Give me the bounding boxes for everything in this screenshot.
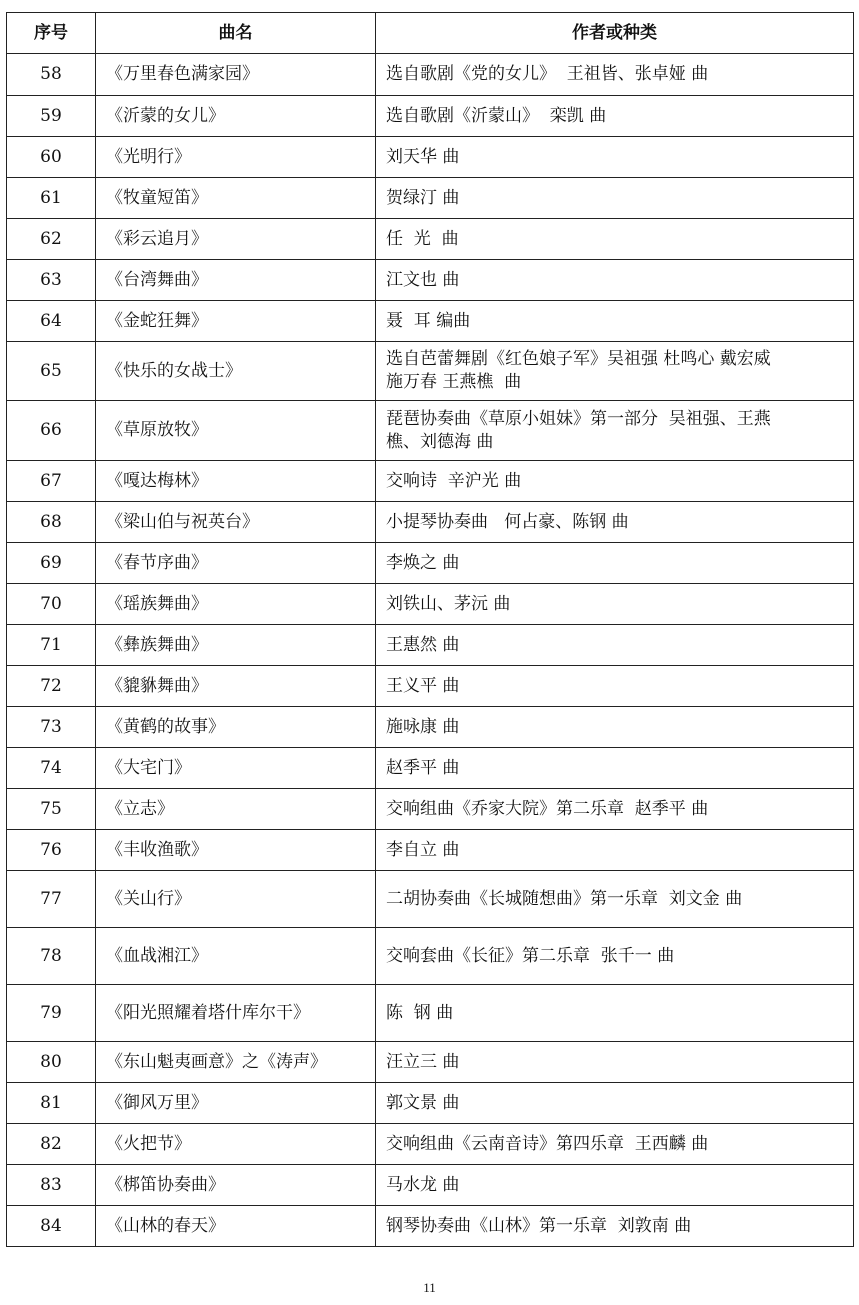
row-composer: 二胡协奏曲《长城随想曲》第一乐章 刘文金 曲 (376, 871, 854, 928)
table-row (7, 96, 854, 137)
row-number: 77 (7, 871, 96, 928)
table-row (7, 137, 854, 178)
row-title: 《貔貅舞曲》 (96, 666, 376, 707)
row-composer: 贺绿汀 曲 (376, 178, 854, 219)
row-composer: 陈 钢 曲 (376, 985, 854, 1042)
table-row (7, 748, 854, 789)
row-title: 《光明行》 (96, 137, 376, 178)
row-composer: 交响组曲《云南音诗》第四乐章 王西麟 曲 (376, 1124, 854, 1165)
header-row (7, 13, 854, 54)
row-composer: 刘铁山、茅沅 曲 (376, 584, 854, 625)
row-number: 82 (7, 1124, 96, 1165)
music-list-table (6, 12, 854, 1247)
table-row (7, 543, 854, 584)
table-row (7, 1124, 854, 1165)
row-number: 73 (7, 707, 96, 748)
row-title: 《万里春色满家园》 (96, 54, 376, 96)
row-composer: 刘天华 曲 (376, 137, 854, 178)
row-title: 《阳光照耀着塔什库尔干》 (96, 985, 376, 1042)
row-title: 《火把节》 (96, 1124, 376, 1165)
table-row (7, 584, 854, 625)
row-composer: 选自歌剧《沂蒙山》 栾凯 曲 (376, 96, 854, 137)
row-composer: 钢琴协奏曲《山林》第一乐章 刘敦南 曲 (376, 1206, 854, 1247)
row-title: 《血战湘江》 (96, 928, 376, 985)
row-composer: 李焕之 曲 (376, 543, 854, 584)
table-row (7, 260, 854, 301)
row-number: 69 (7, 543, 96, 584)
row-title: 《瑶族舞曲》 (96, 584, 376, 625)
row-composer: 交响诗 辛沪光 曲 (376, 461, 854, 502)
table-row (7, 1165, 854, 1206)
row-composer: 选自芭蕾舞剧《红色娘子军》吴祖强 杜鸣心 戴宏威 施万春 王燕樵 曲 (376, 342, 854, 401)
row-title: 《关山行》 (96, 871, 376, 928)
table-row (7, 830, 854, 871)
table-row (7, 219, 854, 260)
table-row (7, 461, 854, 502)
header-composer: 作者或种类 (376, 13, 854, 54)
table-row (7, 666, 854, 707)
row-composer: 王惠然 曲 (376, 625, 854, 666)
row-number: 71 (7, 625, 96, 666)
row-number: 63 (7, 260, 96, 301)
row-number: 78 (7, 928, 96, 985)
header-title: 曲名 (96, 13, 376, 54)
row-title: 《梆笛协奏曲》 (96, 1165, 376, 1206)
row-title: 《黄鹤的故事》 (96, 707, 376, 748)
row-number: 66 (7, 401, 96, 461)
row-number: 80 (7, 1042, 96, 1083)
row-number: 58 (7, 54, 96, 96)
row-title: 《大宅门》 (96, 748, 376, 789)
row-title: 《草原放牧》 (96, 401, 376, 461)
row-title: 《金蛇狂舞》 (96, 301, 376, 342)
row-number: 65 (7, 342, 96, 401)
row-number: 60 (7, 137, 96, 178)
row-title: 《彩云追月》 (96, 219, 376, 260)
row-number: 81 (7, 1083, 96, 1124)
row-number: 72 (7, 666, 96, 707)
row-number: 62 (7, 219, 96, 260)
table-row (7, 54, 854, 96)
row-title: 《牧童短笛》 (96, 178, 376, 219)
row-title: 《东山魁夷画意》之《涛声》 (96, 1042, 376, 1083)
table-row (7, 401, 854, 461)
row-title: 《御风万里》 (96, 1083, 376, 1124)
table-row (7, 789, 854, 830)
row-composer: 汪立三 曲 (376, 1042, 854, 1083)
row-title: 《山林的春天》 (96, 1206, 376, 1247)
row-title: 《春节序曲》 (96, 543, 376, 584)
table-row (7, 928, 854, 985)
table-row (7, 625, 854, 666)
row-title: 《立志》 (96, 789, 376, 830)
table-row (7, 707, 854, 748)
row-number: 75 (7, 789, 96, 830)
row-composer: 小提琴协奏曲 何占豪、陈钢 曲 (376, 502, 854, 543)
header-number: 序号 (7, 13, 96, 54)
row-composer: 交响组曲《乔家大院》第二乐章 赵季平 曲 (376, 789, 854, 830)
row-title: 《丰收渔歌》 (96, 830, 376, 871)
row-composer: 郭文景 曲 (376, 1083, 854, 1124)
row-composer: 施咏康 曲 (376, 707, 854, 748)
table-row (7, 1206, 854, 1247)
row-composer: 王义平 曲 (376, 666, 854, 707)
row-composer: 琵琶协奏曲《草原小姐妹》第一部分 吴祖强、王燕 樵、刘德海 曲 (376, 401, 854, 461)
row-title: 《梁山伯与祝英台》 (96, 502, 376, 543)
row-title: 《快乐的女战士》 (96, 342, 376, 401)
row-composer: 江文也 曲 (376, 260, 854, 301)
row-number: 70 (7, 584, 96, 625)
row-number: 67 (7, 461, 96, 502)
row-composer: 交响套曲《长征》第二乐章 张千一 曲 (376, 928, 854, 985)
table-row (7, 1042, 854, 1083)
row-number: 59 (7, 96, 96, 137)
row-number: 68 (7, 502, 96, 543)
row-number: 79 (7, 985, 96, 1042)
row-composer: 聂 耳 编曲 (376, 301, 854, 342)
row-number: 83 (7, 1165, 96, 1206)
row-composer: 选自歌剧《党的女儿》 王祖皆、张卓娅 曲 (376, 54, 854, 96)
row-composer: 任 光 曲 (376, 219, 854, 260)
row-composer: 赵季平 曲 (376, 748, 854, 789)
row-title: 《嘎达梅林》 (96, 461, 376, 502)
row-number: 84 (7, 1206, 96, 1247)
row-title: 《沂蒙的女儿》 (96, 96, 376, 137)
table-row (7, 502, 854, 543)
row-number: 61 (7, 178, 96, 219)
table-row (7, 1083, 854, 1124)
row-title: 《彝族舞曲》 (96, 625, 376, 666)
table-row (7, 301, 854, 342)
row-number: 74 (7, 748, 96, 789)
table-row (7, 178, 854, 219)
row-title: 《台湾舞曲》 (96, 260, 376, 301)
row-number: 76 (7, 830, 96, 871)
row-composer: 李自立 曲 (376, 830, 854, 871)
table-row (7, 342, 854, 401)
table-row (7, 871, 854, 928)
page-number: 11 (423, 1280, 436, 1295)
row-number: 64 (7, 301, 96, 342)
table-row (7, 985, 854, 1042)
row-composer: 马水龙 曲 (376, 1165, 854, 1206)
